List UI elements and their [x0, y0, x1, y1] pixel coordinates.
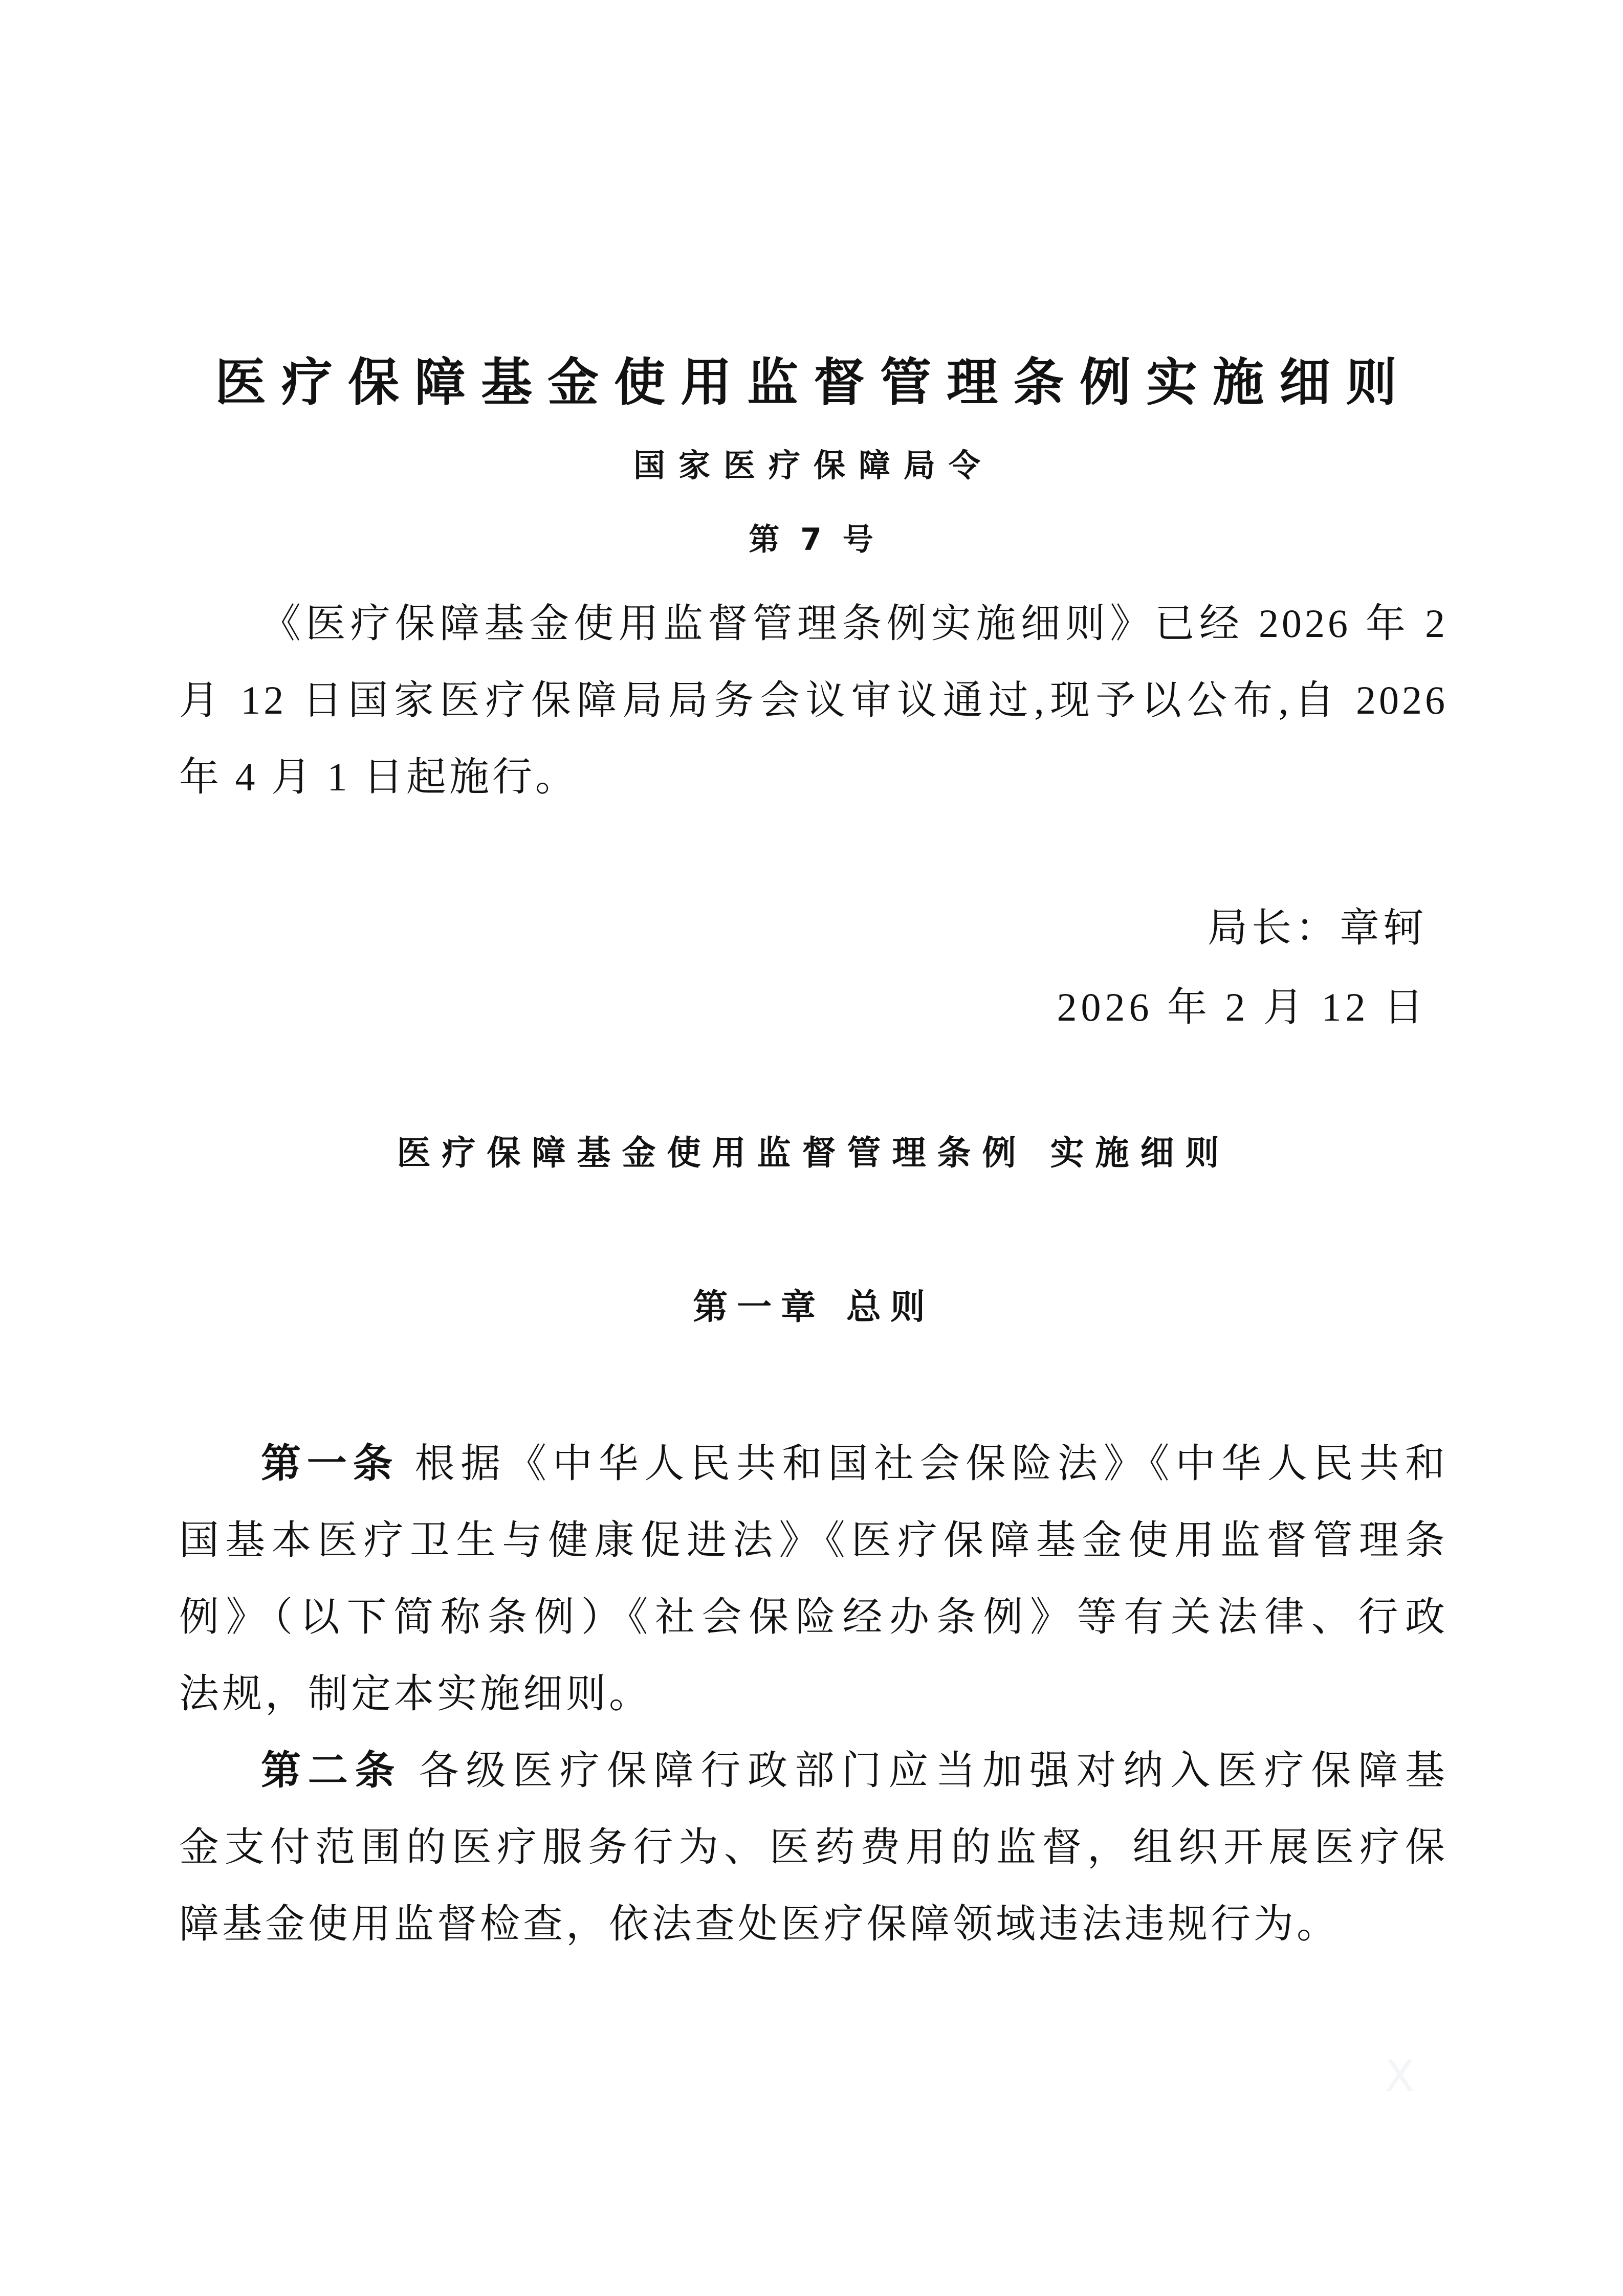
- article-1-paragraph: [179, 1425, 1448, 1732]
- announcement-line-3: 年 4 月 1 日起施行。: [179, 755, 579, 799]
- date-line: 2026 年 2 月 12 日: [1057, 985, 1428, 1029]
- issuer-title: 国家医疗保障局令: [633, 447, 994, 484]
- article-1-label: 第一条: [261, 1441, 399, 1487]
- article-2-line-3: 障基金使用监督检查，依法查处医疗保障领域违法违规行为。: [179, 1902, 1340, 1946]
- article-2-paragraph: [179, 1732, 1448, 1962]
- order-number: 第 7 号: [749, 522, 879, 558]
- main-title: 医疗保障基金使用监督管理条例实施细则: [215, 352, 1412, 412]
- announcement-line-2: 月 12 日国家医疗保障局局务会议审议通过,现予以公布,自 2026: [179, 678, 1448, 722]
- chapter-heading: 第一章 总则: [693, 1287, 934, 1328]
- announcement-paragraph: [179, 585, 1448, 815]
- article-1-line-2: 国基本医疗卫生与健康促进法》《医疗保障基金使用监督管理条: [179, 1518, 1448, 1562]
- article-1-line-1-text: 根据《中华人民共和国社会保险法》《中华人民共和: [399, 1441, 1448, 1486]
- article-1-line-4: 法规，制定本实施细则。: [179, 1671, 652, 1716]
- body-title: 医疗保障基金使用监督管理条例 实施细则: [397, 1133, 1231, 1173]
- article-1-line-3: 例》（以下简称条例）《社会保险经办条例》等有关法律、行政: [179, 1595, 1448, 1639]
- article-2-line-2: 金支付范围的医疗服务行为、医药费用的监督，组织开展医疗保: [179, 1825, 1448, 1869]
- article-2-label: 第二条: [261, 1748, 402, 1794]
- signature-line: 局长：章轲: [1207, 906, 1428, 950]
- article-1-line-1: [179, 1425, 1448, 1502]
- article-2-line-1: [179, 1732, 1448, 1809]
- article-2-line-1-text: 各级医疗保障行政部门应当加强对纳入医疗保障基: [402, 1748, 1448, 1793]
- watermark-x: X: [1385, 2051, 1415, 2102]
- document-content: [179, 0, 1448, 1962]
- announcement-line-1: 《医疗保障基金使用监督管理条例实施细则》已经 2026 年 2: [261, 601, 1448, 646]
